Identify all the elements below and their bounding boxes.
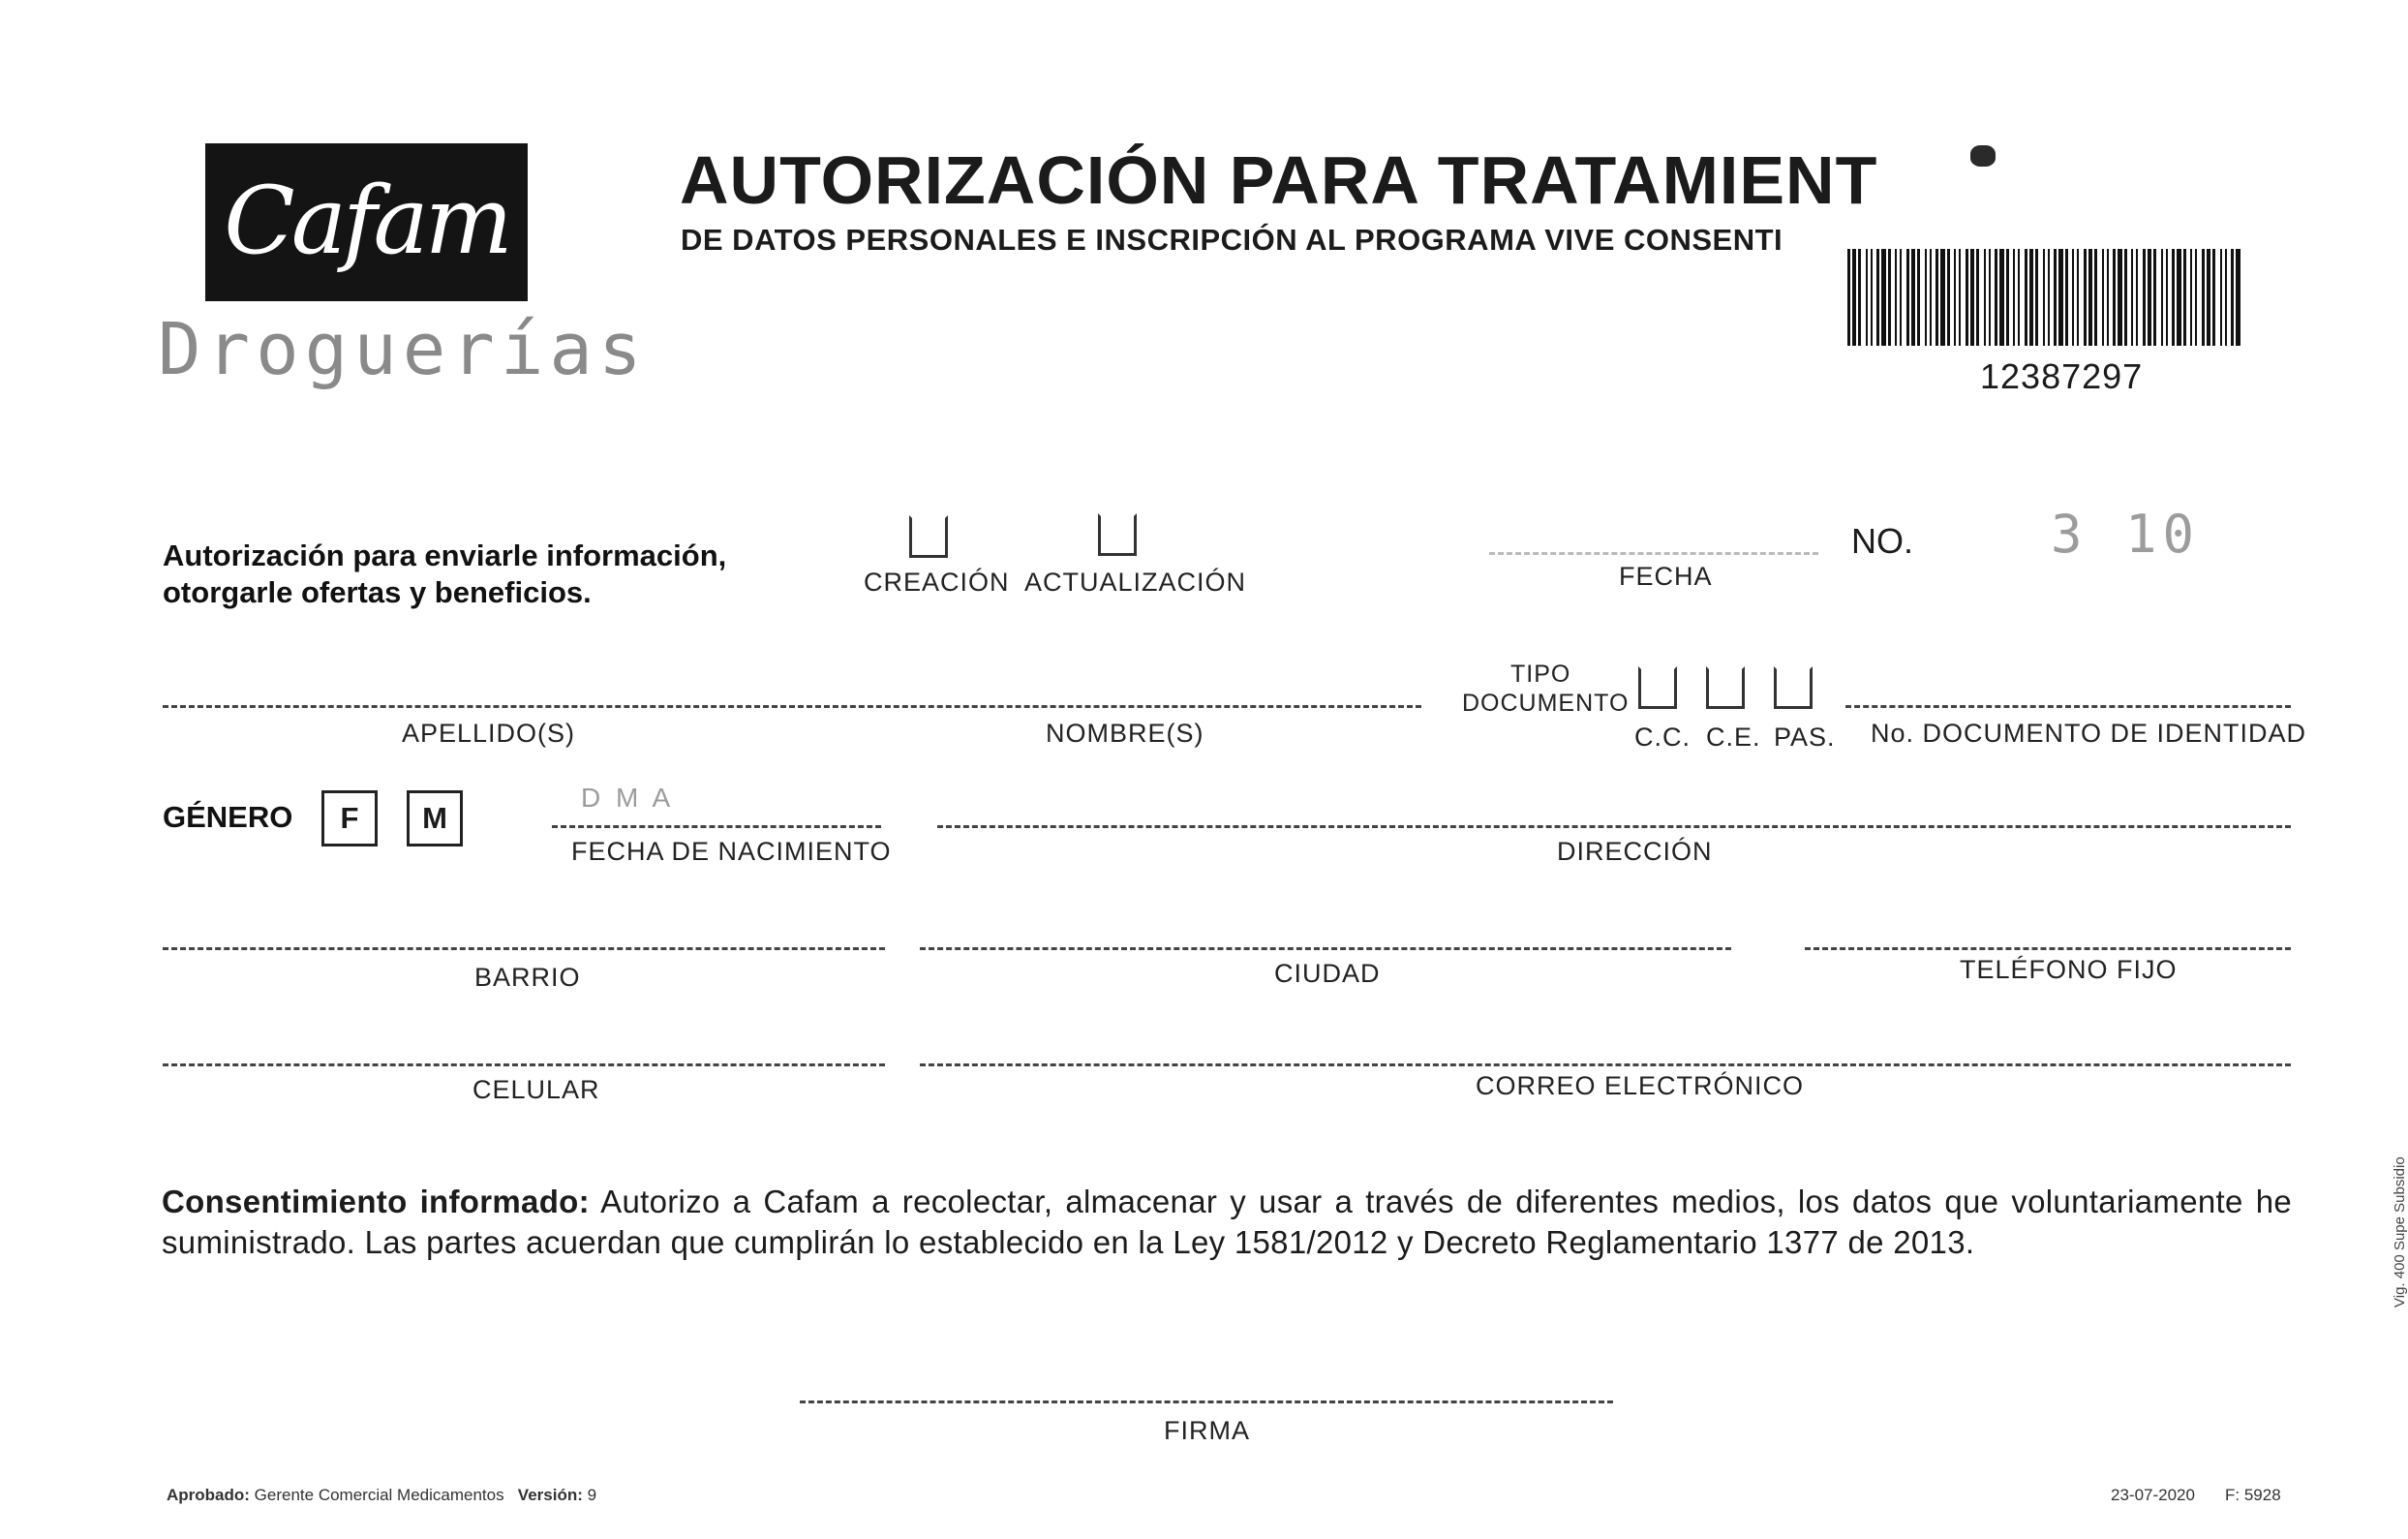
consent-heading: Consentimiento informado: (162, 1184, 590, 1219)
fecha-nacimiento-placeholders: D M A (581, 783, 675, 813)
nombres-label: NOMBRE(S) (1046, 719, 1204, 748)
barcode-bar (2202, 249, 2205, 346)
barcode-bar (1966, 249, 1968, 346)
barcode-bar (2072, 249, 2074, 346)
correo-field[interactable] (920, 1063, 2291, 1066)
direccion-label: DIRECCIÓN (1557, 837, 1713, 866)
document-subtitle: DE DATOS PERSONALES E INSCRIPCIÓN AL PROGRAMA VIVE CONSENTI (681, 223, 1783, 257)
direccion-field[interactable] (937, 825, 2291, 828)
barcode-bar (2177, 249, 2181, 346)
barcode-bar (2054, 249, 2057, 346)
ciudad-label: CIUDAD (1274, 959, 1381, 988)
barcode-bar (2043, 249, 2045, 346)
barcode-bar (2195, 249, 2197, 346)
barcode-bar (1847, 249, 1850, 346)
version-label: Versión: (517, 1486, 583, 1504)
barcode-bar (2065, 249, 2068, 346)
barcode-bar (2013, 249, 2015, 346)
barcode-bar (2143, 249, 2146, 346)
side-text: Vig. 400 Supe Subsidio (2392, 1156, 2408, 1308)
barcode-bar (1999, 249, 2004, 346)
barcode-bar (1911, 249, 1915, 346)
consent-paragraph (162, 1182, 2292, 1263)
barcode-bar (2236, 249, 2240, 346)
barcode-bar (1881, 249, 1886, 346)
barcode-bar (1970, 249, 1974, 346)
correo-label: CORREO ELECTRÓNICO (1476, 1071, 1805, 1100)
ink-speck (1970, 145, 1996, 167)
tipo-documento-label-1: TIPO (1510, 661, 1571, 688)
barcode-bar (1959, 249, 1961, 346)
creacion-checkbox[interactable] (909, 515, 948, 558)
footer-date: 23-07-2020 (2111, 1486, 2195, 1504)
barcode-bar (2113, 249, 2116, 346)
pas-checkbox[interactable] (1774, 666, 1813, 709)
barcode-bar (2153, 249, 2156, 346)
barcode-bar (2048, 249, 2050, 346)
barcode-bar (2077, 249, 2079, 346)
barrio-label: BARRIO (474, 963, 581, 992)
fecha-nacimiento-label: FECHA DE NACIMIENTO (571, 837, 892, 866)
apellidos-label: APELLIDO(S) (402, 719, 576, 748)
barcode-bar (2029, 249, 2033, 346)
aprobado-label: Aprobado: (167, 1486, 250, 1504)
barcode-bar (2131, 249, 2133, 346)
barcode-bar (1888, 249, 1891, 346)
barcode-bar (2025, 249, 2027, 346)
documento-field[interactable] (1845, 705, 2291, 708)
barcode-bar (1876, 249, 1879, 346)
barcode-bar (2136, 249, 2138, 346)
authorization-text-1: Autorización para enviarle información, (163, 539, 727, 572)
barcode-bar (2190, 249, 2192, 346)
genero-f-checkbox[interactable]: F (321, 790, 378, 846)
barcode-bar (1900, 249, 1902, 346)
barcode-bar (2225, 249, 2227, 346)
barcode-bar (1925, 249, 1927, 346)
barcode-bar (2212, 249, 2215, 346)
barcode (1847, 249, 2242, 346)
no-label: NO. (1851, 521, 1914, 561)
barcode-bar (2207, 249, 2210, 346)
pas-label: PAS. (1774, 723, 1836, 752)
creacion-label: CREACIÓN (864, 568, 1010, 597)
barcode-bar (2102, 249, 2104, 346)
barrio-field[interactable] (163, 947, 885, 950)
apellidos-nombres-line[interactable] (163, 705, 1421, 708)
ciudad-field[interactable] (920, 947, 1731, 950)
celular-label: CELULAR (472, 1075, 600, 1104)
barcode-bar (2118, 249, 2122, 346)
cafam-logo: Cafam (224, 167, 509, 275)
ce-label: C.E. (1706, 723, 1761, 752)
barcode-bar (1866, 249, 1868, 346)
barcode-bar (1940, 249, 1945, 346)
telefono-fijo-field[interactable] (1805, 947, 2291, 950)
footer-code: F: 5928 (2225, 1486, 2281, 1504)
aprobado-value: Gerente Comercial Medicamentos (254, 1486, 504, 1504)
telefono-fijo-label: TELÉFONO FIJO (1960, 955, 2178, 984)
barcode-bar (1984, 249, 1986, 346)
barcode-bar (2183, 249, 2186, 346)
barcode-bar (1936, 249, 1938, 346)
fecha-field[interactable] (1489, 552, 1818, 555)
barcode-bar (2231, 249, 2234, 346)
barcode-number: 12387297 (1980, 356, 2144, 396)
tipo-documento-label-2: DOCUMENTO (1462, 690, 1630, 717)
barcode-bar (2148, 249, 2151, 346)
ce-checkbox[interactable] (1706, 666, 1745, 709)
barcode-bar (2172, 249, 2175, 346)
barcode-bar (2107, 249, 2109, 346)
barcode-bar (2018, 249, 2020, 346)
barcode-bar (2084, 249, 2087, 346)
celular-field[interactable] (163, 1063, 885, 1066)
barcode-bar (1930, 249, 1932, 346)
version-value: 9 (587, 1486, 597, 1504)
barcode-bar (1947, 249, 1950, 346)
actualizacion-checkbox[interactable] (1098, 513, 1137, 556)
authorization-text-2: otorgarle ofertas y beneficios. (163, 575, 592, 609)
barcode-bar (2088, 249, 2092, 346)
genero-label: GÉNERO (163, 800, 293, 834)
cc-checkbox[interactable] (1638, 666, 1677, 709)
barcode-bar (2220, 249, 2222, 346)
barcode-bar (2035, 249, 2038, 346)
barcode-bar (2006, 249, 2009, 346)
firma-label: FIRMA (1164, 1416, 1250, 1445)
fecha-nacimiento-field[interactable] (552, 825, 881, 828)
fecha-label: FECHA (1619, 562, 1713, 591)
actualizacion-label: ACTUALIZACIÓN (1024, 568, 1247, 597)
barcode-bar (1906, 249, 1909, 346)
barcode-bar (1871, 249, 1873, 346)
barcode-bar (1895, 249, 1897, 346)
cc-label: C.C. (1634, 723, 1691, 752)
barcode-bar (1954, 249, 1956, 346)
firma-field[interactable] (800, 1400, 1613, 1403)
barcode-bar (1976, 249, 1979, 346)
barcode-bar (1852, 249, 1856, 346)
barcode-bar (2094, 249, 2097, 346)
consent-body: Autorizo a Cafam a recolectar, almacenar y usar a través de diferentes medios, los datos que voluntariamente he suministrado. Las partes acuerdan que cumplirán lo establecido en la Ley 1581/2012 y Decreto Reglamentario 1377 de 2013. (162, 1184, 2292, 1260)
barcode-bar (2124, 249, 2127, 346)
no-value: 3 10 (2051, 504, 2201, 565)
barcode-bar (1989, 249, 1991, 346)
footer-aprobado (167, 1486, 596, 1505)
barcode-bar (1858, 249, 1861, 346)
barcode-bar (2058, 249, 2063, 346)
barcode-bar (2161, 249, 2163, 346)
barcode-bar (1995, 249, 1997, 346)
barcode-bar (2166, 249, 2168, 346)
barcode-bar (1917, 249, 1920, 346)
no-documento-label: No. DOCUMENTO DE IDENTIDAD (1871, 719, 2307, 748)
logo-subtitle: Droguerías (158, 308, 648, 391)
document-title: AUTORIZACIÓN PARA TRATAMIENT (680, 142, 1878, 218)
genero-m-checkbox[interactable]: M (407, 790, 463, 846)
